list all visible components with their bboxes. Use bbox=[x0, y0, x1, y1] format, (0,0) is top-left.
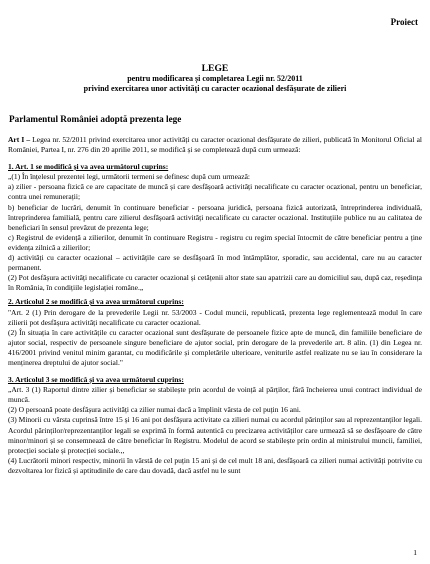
point-1-paragraph: „(1) În înțelesul prezentei legi, următorii termeni se definesc după cum urmează: bbox=[8, 172, 250, 182]
draft-label: Proiect bbox=[390, 17, 418, 27]
article-1-text: Legea nr. 52/2011 privind exercitarea unor activități cu caracter ocazional desfășurate de zilieri, publicată în Monitorul Oficial al României, Partea I, nr. 276 din 20 aprilie 2011, se modifică și se completează după cum urmează: bbox=[8, 135, 422, 155]
law-subtitle-1: pentru modificarea și completarea Legii nr. 52/2011 bbox=[127, 74, 303, 83]
article-1 bbox=[8, 135, 422, 155]
point-3-paragraph: (2) O persoană poate desfășura activități ca zilier numai dacă a împlinit vârsta de cel puțin 16 ani. bbox=[8, 405, 301, 415]
point-3-paragraph: (4) Lucrătorii minori respectiv, minorii în vârstă de cel puțin 15 ani și de cel mult 18 ani, desfășoară ca zilieri numai activități potrivite cu dezvoltarea lor fizică și aptitudinile de care dau dovadă, dacă astfel nu le sunt bbox=[8, 455, 422, 475]
point-2-paragraph: "Art. 2 (1) Prin derogare de la prevederile Legii nr. 53/2003 - Codul muncii, republicată, prezenta lege reglementează modul în care zilierii pot desfășura activități necalificate cu caracter ocazional. bbox=[8, 307, 422, 327]
document-body bbox=[8, 135, 422, 476]
page-number: 1 bbox=[413, 548, 417, 557]
point-2-paragraph: (2) În situația în care activitățile cu caracter ocazional sunt desfășurate de persoanele fizice apte de muncă, din familiile beneficiare de ajutor social, respectiv de persoanele singure beneficiare de ajutor social, prin derogare de la prevederile art. 8 alin. (1) din Legea nr. 416/2001 privind venitul minim garantat, cu modificările și completările ulterioare, veniturile astfel realizate nu se iau în considerare la menținerea dreptului de ajutor social." bbox=[8, 327, 422, 367]
article-1-label: Art I – bbox=[8, 135, 31, 144]
point-3-heading: 3. Articolul 3 se modifică și va avea următorul cuprins: bbox=[8, 375, 184, 385]
point-3-paragraph: „Art. 3 (1) Raportul dintre zilier și beneficiar se stabilește prin acordul de voință al părților, fără încheierea unui contract individual de muncă. bbox=[8, 385, 422, 405]
point-2-heading: 2. Articolul 2 se modifică și va avea următorul cuprins: bbox=[8, 297, 184, 307]
preamble: Parlamentul României adoptă prezenta lege bbox=[9, 114, 182, 124]
law-title: LEGE bbox=[201, 63, 229, 74]
point-1-paragraph: (2) Pot desfășura activități necalificate cu caracter ocazional și cetățenii altor state sau apatrizii care au domiciliul sau, după caz, reședința în România, în condițiile legislației române.„ bbox=[8, 273, 422, 293]
point-1-paragraph: a) zilier - persoana fizică ce are capacitate de muncă și care desfășoară activități necalificate cu caracter ocazional, pentru un beneficiar, contra unei remunerații; bbox=[8, 182, 422, 202]
point-1-paragraph: b) beneficiar de lucrări, denumit în continuare beneficiar - persoana juridică, persoana fizică autorizată, întreprinderea individuală, întreprinderea familială, pentru care zilierul desfășoară activități necalificate cu caracter ocazional. Instituțiile publice nu au calitatea de beneficiari în sensul prevăzut de prezenta lege; bbox=[8, 202, 422, 232]
point-1-paragraph: d) activități cu caracter ocazional – activitățile care se desfășoară în mod întâmplător, sporadic, sau accidental, care nu au caracter permanent. bbox=[8, 253, 422, 273]
law-subtitle-2: privind exercitarea unor activități cu caracter ocazional desfășurate de zilieri bbox=[83, 84, 347, 93]
point-3-paragraph: (3) Minorii cu vârsta cuprinsă între 15 și 16 ani pot desfășura activitate ca zilieri numai cu acordul părinților sau al reprezentanților legali. Acordul părinților/reprezentanților legali se exprimă în formă autentică cu precizarea activităților care urmează să se desfășoare de către minor/minori și se consemnează de către beneficiar în Registru. Modelul de acord se stabilește prin ordin al ministrului muncii, familiei, protecției sociale și protecției sociale.,, bbox=[8, 415, 422, 455]
point-1-paragraph: c) Registrul de evidență a zilierilor, denumit în continuare Registru - registru cu regim special întocmit de către beneficiar pentru a ține evidența zilnică a zilierilor; bbox=[8, 232, 422, 252]
point-1-heading: 1. Art. 1 se modifică și va avea următorul cuprins: bbox=[8, 162, 169, 172]
